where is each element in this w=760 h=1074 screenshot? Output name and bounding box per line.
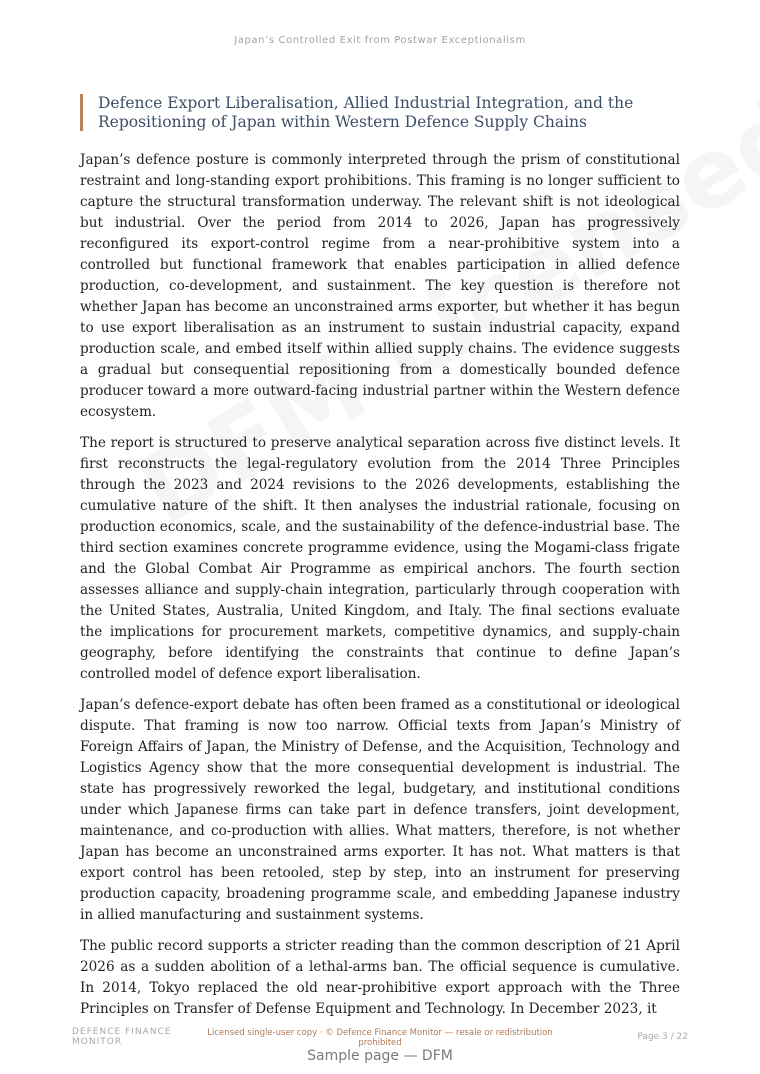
publisher-line: DEFENCE FINANCE bbox=[72, 1027, 172, 1037]
paragraph: The report is structured to preserve analytical separation across five distinct levels. It first reconstructs the legal-regulatory evolution from the 2014 Three Principles through the 2023 and 2024 revisions to the 2026 developments, establishing the cumulative nature of the shift. It then analyses the industrial rationale, focusing on production economics, scale, and the sustainability of the defence-industrial base. The third section examines concrete programme evidence, using the Mogami-class frigate and the Global Combat Air Programme as empirical anchors. The fourth section assesses alliance and supply-chain integration, particularly through cooperation with the United States, Australia, United Kingdom, and Italy. The final sections evaluate the implications for procurement markets, competitive dynamics, and supply-chain geography, before identifying the constraints that continue to define Japan’s controlled model of defence export liberalisation. bbox=[80, 435, 680, 682]
body-text bbox=[80, 150, 680, 1030]
sample-page-label: Sample page — DFM bbox=[307, 1048, 453, 1064]
paragraph: Japan’s defence-export debate has often been framed as a constitutional or ideological dispute. That framing is now too narrow. Official texts from Japan’s Ministry of Foreign Affairs of Japan, the Ministry of Defense, and the Acquisition, Technology and Logistics Agency show that the more consequential development is industrial. The state has progressively reworked the legal, budgetary, and institutional conditions under which Japanese firms can take part in defence transfers, joint development, maintenance, and co-production with allies. What matters, therefore, is not whether Japan has become an unconstrained arms exporter. It has not. What matters is that export control has been retooled, step by step, into an instrument for preserving production capacity, broadening programme scale, and embedding Japanese industry in allied manufacturing and sustainment systems. bbox=[80, 697, 680, 923]
license-notice: Licensed single-user copy · © Defence Finance Monitor — resale or redistribution prohibited bbox=[207, 1028, 553, 1048]
footer-publisher bbox=[72, 1027, 171, 1047]
page-number: Page 3 / 22 bbox=[637, 1032, 688, 1042]
section-title: Defence Export Liberalisation, Allied Industrial Integration, and the Repositioning of Japan within Western Defence Supply Chains bbox=[80, 94, 680, 131]
paragraph: Japan’s defence posture is commonly interpreted through the prism of constitutional restraint and long-standing export prohibitions. This framing is no longer sufficient to capture the structural transformation underway. The relevant shift is not ideological but industrial. Over the period from 2014 to 2026, Japan has progressively reconfigured its export-control regime from a near-prohibitive system into a controlled but functional framework that enables participation in allied defence production, co-development, and sustainment. The key question is therefore not whether Japan has become an unconstrained arms exporter, but whether it has begun to use export liberalisation as an instrument to sustain industrial capacity, expand production scale, and embed itself within allied supply chains. The evidence suggests a gradual but consequential repositioning from a domestically bounded defence producer toward a more outward-facing industrial partner within the Western defence ecosystem. bbox=[80, 152, 680, 420]
running-header: Japan’s Controlled Exit from Postwar Exceptionalism bbox=[234, 35, 526, 46]
paragraph: The public record supports a stricter reading than the common description of 21 April 2026 as a sudden abolition of a lethal-arms ban. The official sequence is cumulative. In 2014, Tokyo replaced the old near-prohibitive export approach with the Three Principles on Transfer of Defense Equipment and Technology. In December 2023, it bbox=[80, 938, 680, 1017]
publisher-line: MONITOR bbox=[72, 1037, 123, 1047]
